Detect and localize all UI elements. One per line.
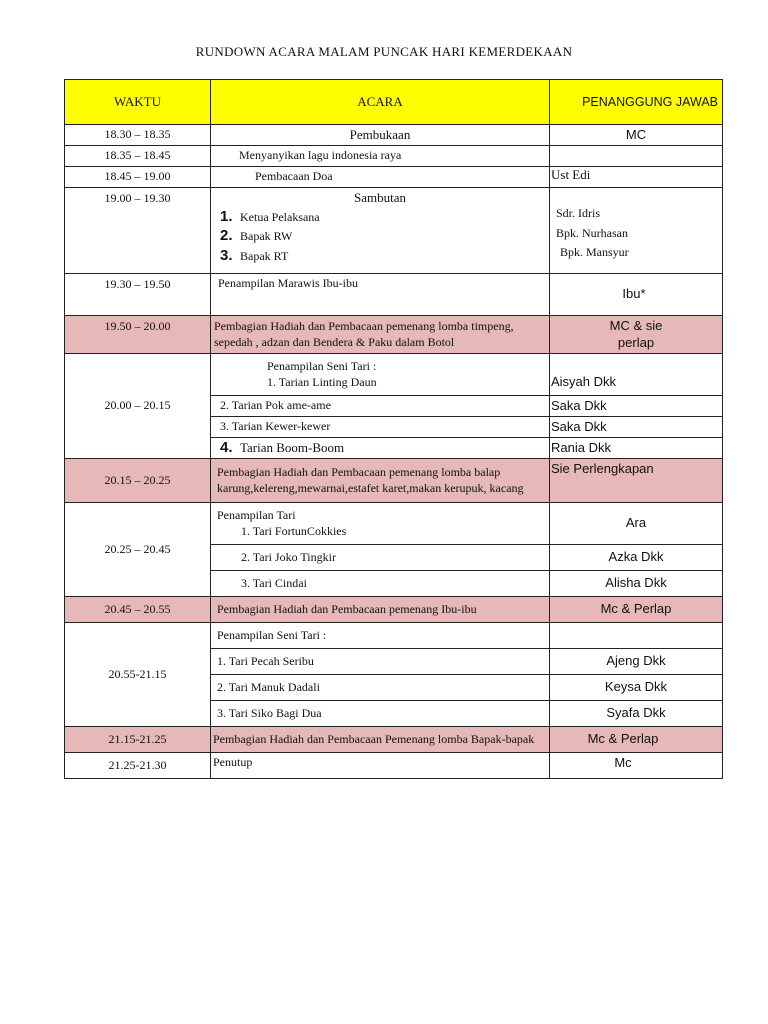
waktu-cell: 19.50 – 20.00 (65, 316, 211, 354)
waktu-cell: 20.25 – 20.45 (65, 503, 211, 597)
list-item: 3. Tarian Kewer-kewer (211, 417, 550, 438)
waktu-cell: 18.45 – 19.00 (65, 167, 211, 188)
list-item: 2. Tarian Pok ame-ame (211, 396, 550, 417)
table-row (65, 503, 723, 545)
acara-cell (211, 503, 550, 545)
pj-cell: MC (550, 125, 723, 146)
table-row (65, 125, 723, 146)
waktu-cell: 18.30 – 18.35 (65, 125, 211, 146)
pj-cell: Ust Edi (550, 167, 723, 188)
acara-cell (211, 354, 550, 396)
waktu-cell: 19.30 – 19.50 (65, 274, 211, 316)
list-item: 2. Tari Joko Tingkir (211, 545, 550, 571)
waktu-cell: 20.15 – 20.25 (65, 459, 211, 503)
acara-cell (211, 188, 550, 274)
waktu-cell: 20.45 – 20.55 (65, 597, 211, 623)
acara-cell: Pembagian Hadiah dan Pembacaan pemenang lomba timpeng, sepedah , adzan dan Bendera & Paku dalam Botol (211, 316, 550, 354)
acara-cell: Pembacaan Doa (211, 167, 550, 188)
table-row (65, 727, 723, 753)
header-penanggung-jawab: PENANGGUNG JAWAB (550, 80, 723, 125)
pj-cell (550, 146, 723, 167)
pj-cell: Rania Dkk (550, 438, 723, 459)
pj-cell (550, 623, 723, 649)
acara-cell: Menyanyikan lagu indonesia raya (211, 146, 550, 167)
list-item: 1. Tari Pecah Seribu (211, 649, 550, 675)
list-item: 1. Tarian Linting Daun (267, 374, 377, 389)
list-item: 3. Bapak RT (220, 246, 289, 264)
table-row (65, 274, 723, 316)
acara-cell: Pembagian Hadiah dan Pembacaan Pemenang lomba Bapak-bapak (211, 727, 550, 753)
pj-cell: Mc & Perlap (550, 597, 723, 623)
table-row (65, 354, 723, 396)
list-item: 3. Tari Siko Bagi Dua (211, 701, 550, 727)
table-row (65, 167, 723, 188)
waktu-cell: 21.15-21.25 (65, 727, 211, 753)
waktu-cell: 19.00 – 19.30 (65, 188, 211, 274)
acara-cell: Penampilan Seni Tari : (211, 623, 550, 649)
pj-item: Bpk. Mansyur (560, 245, 629, 259)
table-row (65, 623, 723, 649)
table-row (65, 146, 723, 167)
table-row (65, 597, 723, 623)
pj-cell: Ibu* (550, 274, 723, 316)
list-item: 3. Tari Cindai (211, 571, 550, 597)
list-item: 2. Tari Manuk Dadali (211, 675, 550, 701)
pj-cell: Aisyah Dkk (550, 354, 723, 396)
pj-cell: Saka Dkk (550, 417, 723, 438)
acara-cell: Penutup (211, 753, 550, 779)
header-row (65, 80, 723, 125)
acara-heading: Penampilan Seni Tari : (267, 358, 377, 373)
waktu-cell: 18.35 – 18.45 (65, 146, 211, 167)
list-item: 1. Tari FortunCokkies (241, 523, 347, 538)
pj-item: Bpk. Nurhasan (556, 226, 628, 240)
table-row (65, 316, 723, 354)
table-row (65, 459, 723, 503)
acara-cell: Penampilan Marawis Ibu-ibu (211, 274, 550, 316)
pj-cell: Sie Perlengkapan (550, 459, 723, 503)
table-row (65, 753, 723, 779)
table-row (65, 188, 723, 274)
pj-cell (550, 188, 723, 274)
pj-item: Sdr. Idris (556, 206, 601, 220)
pj-cell: Saka Dkk (550, 396, 723, 417)
list-item: 4. Tarian Boom-Boom (211, 438, 550, 459)
pj-cell: Mc (550, 753, 723, 779)
header-waktu: WAKTU (65, 80, 211, 125)
waktu-cell: 21.25-21.30 (65, 753, 211, 779)
pj-cell: Ara (550, 503, 723, 545)
pj-cell: Ajeng Dkk (550, 649, 723, 675)
list-item: 1. Ketua Pelaksana (220, 207, 320, 225)
rundown-table (64, 79, 723, 779)
waktu-cell: 20.55-21.15 (65, 623, 211, 727)
acara-cell: Pembukaan (211, 125, 550, 146)
pj-cell: Alisha Dkk (550, 571, 723, 597)
header-acara: ACARA (211, 80, 550, 125)
pj-cell: MC & sie perlap (550, 316, 723, 354)
pj-cell: Syafa Dkk (550, 701, 723, 727)
acara-heading: Penampilan Tari (217, 507, 296, 522)
acara-cell: Pembagian Hadiah dan Pembacaan pemenang Ibu-ibu (211, 597, 550, 623)
acara-heading: Sambutan (354, 190, 406, 205)
pj-cell: Keysa Dkk (550, 675, 723, 701)
pj-cell: Mc & Perlap (550, 727, 723, 753)
page-title: RUNDOWN ACARA MALAM PUNCAK HARI KEMERDEKAAN (195, 44, 573, 59)
waktu-cell: 20.00 – 20.15 (65, 354, 211, 459)
pj-cell: Azka Dkk (550, 545, 723, 571)
acara-cell: Pembagian Hadiah dan Pembacaan pemenang lomba balap karung,kelereng,mewarnai,estafet karet,makan kerupuk, kacang (211, 459, 550, 503)
list-item: 2. Bapak RW (220, 227, 293, 245)
